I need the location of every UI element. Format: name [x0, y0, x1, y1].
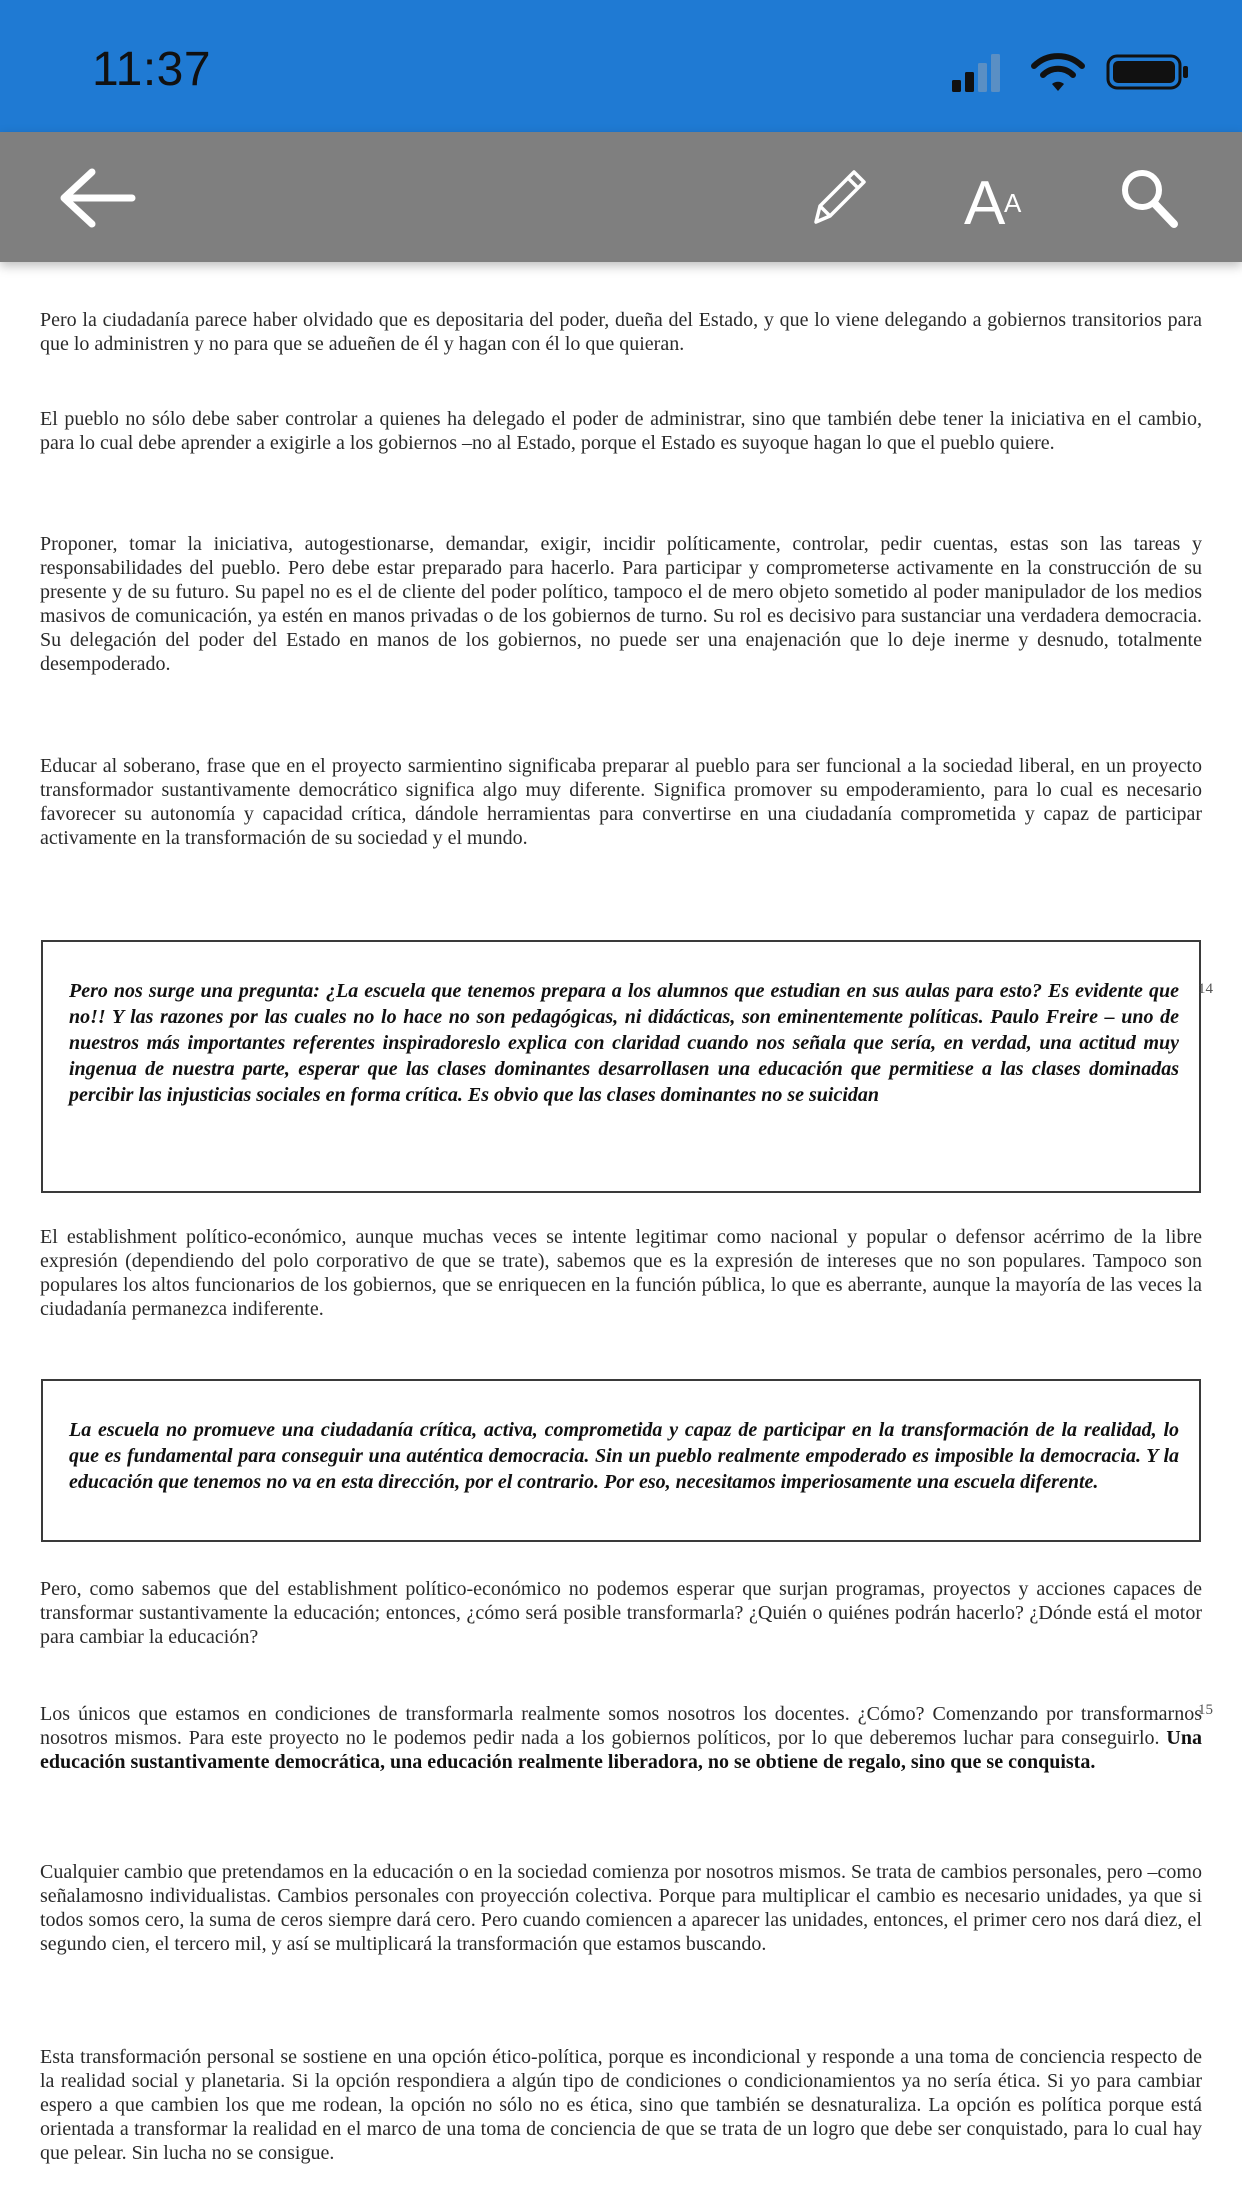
status-time: 11:37: [92, 43, 212, 96]
reader-toolbar: [0, 132, 1242, 262]
paragraph-4: Educar al soberano, frase que en el proyecto sarmientino significaba preparar al pueblo para ser funcional a la sociedad liberal, en un proyecto transformador sustantivamente democrático significa algo muy diferente. Significa promover su empoderamiento, para lo cual es necesario favorecer su autonomía y capacidad crítica, dándole herramientas para convertirse en una ciudadanía comprometida y capaz de participar activamente en la transformación de su sociedad y el mundo.: [40, 755, 1202, 849]
svg-text:A: A: [1004, 188, 1022, 218]
paragraph-2: El pueblo no sólo debe saber controlar a quienes ha delegado el poder de administrar, sino que también debe tener la iniciativa en el cambio, para lo cual debe aprender a exigirle a los gobiernos –no al Estado, porque el Estado es suyoque hagan lo que el pueblo quiere.: [40, 408, 1202, 454]
back-arrow-icon: [56, 166, 136, 230]
quote-box-1-text: Pero nos surge una pregunta: ¿La escuela que tenemos prepara a los alumnos que estudian en sus aulas para esto? Es evidente que no!! Y las razones por las cuales no lo hace no son pedagógicas, ni didácticas, son eminentemente políticas. Paulo Freire – uno de nuestros más importantes referentes inspiradoreslo explica con claridad cuando nos señala que sería, en verdad, una actitud muy ingenua de nuestra parte, esperar que las clases dominantes desarrollasen una educación que permitiese a las clases dominadas percibir las injusticias sociales en forma crítica. Es obvio que las clases dominantes no se suicidan: [69, 980, 1179, 1106]
paragraph-7-text: Los únicos que estamos en condiciones de transformarla realmente somos nosotros los docentes. ¿Cómo? Comenzando por transformarnos nosotros mismos. Para este proyecto no le podemos pedir nada a los gobiernos políticos, por lo que deberemos luchar para conseguirlo.: [40, 1703, 1202, 1749]
battery-icon: [1106, 50, 1190, 94]
paragraph-9: Esta transformación personal se sostiene en una opción ético-política, porque es incondicional y responde a una toma de conciencia respecto de la realidad social y planetaria. Si la opción respondiera a algún tipo de condiciones o condicionamientos ya no sería ética. Si yo para cambiar espero a que cambien los que me rodean, la opción no sólo no es ética, sino que también se desnaturaliza. La opción es política porque está orientada a transformar la realidad en el marco de una toma de conciencia de que se trata de un logro que debe ser conquistado, para lo cual hay que pelear. Sin lucha no se consigue.: [40, 2046, 1202, 2164]
page-number-14: 14: [1198, 981, 1213, 997]
paragraph-7: [40, 1702, 1202, 1774]
status-icons: [950, 50, 1190, 94]
back-button[interactable]: [56, 166, 136, 230]
paragraph-1: Pero la ciudadanía parece haber olvidado que es depositaria del poder, dueña del Estado, y que lo viene delegando a gobiernos transitorios para que lo administren y no para que se adueñen de él y hagan con él lo que quieran.: [40, 309, 1202, 355]
paragraph-8: Cualquier cambio que pretendamos en la educación o en la sociedad comienza por nosotros mismos. Se trata de cambios personales, pero –como señalamosno individualistas. Cambios personales con proyección colectiva. Porque para multiplicar el cambio es necesario unidades, ya que si todos somos cero, la suma de ceros siempre dará cero. Pero cuando comiencen a aparecer las unidades, entonces, el primer cero nos dará diez, el segundo cien, el tercero mil, y así se multiplicará la transformación que estamos buscando.: [40, 1861, 1202, 1955]
page-number-15: 15: [1198, 1702, 1213, 1718]
quote-box-2: [41, 1379, 1201, 1542]
status-bar: [0, 0, 1242, 132]
paragraph-5: El establishment político-económico, aunque muchas veces se intente legitimar como nacional y popular o defensor acérrimo de la libre expresión (dependiendo del polo corporativo de que se trate), sabemos que es la expresión de intereses que no son populares. Tampoco son populares los altos funcionarios de los gobiernos, que se enriquecen en la función pública, lo que es aberrante, aunque la mayoría de las veces la ciudadanía permanezca indiferente.: [40, 1226, 1202, 1320]
font-size-icon: [962, 166, 1030, 230]
signal-icon: [950, 50, 1002, 94]
paragraph-3: Proponer, tomar la iniciativa, autogestionarse, demandar, exigir, incidir políticamente, controlar, pedir cuentas, estas son las tareas y responsabilidades del pueblo. Pero debe estar preparado para hacerlo. Para participar y comprometerse activamente en la construcción de su presente y de su futuro. Su papel no es el de cliente del poder político, tampoco el de mero objeto sometido al poder manipulador de los medios masivos de comunicación, ya estén en manos privadas o de los gobiernos de turno. Su rol es decisivo para sustanciar una verdadera democracia. Su delegación del poder del Estado en manos de los gobiernos, no puede ser una enajenación que lo deje inerme y desnudo, totalmente desempoderado.: [40, 533, 1202, 675]
pencil-icon: [808, 164, 870, 230]
quote-box-1: [41, 940, 1201, 1193]
font-size-button[interactable]: [962, 166, 1030, 230]
paragraph-6: Pero, como sabemos que del establishment político-económico no podemos esperar que surjan programas, proyectos y acciones capaces de transformar sustantivamente la educación; entonces, ¿cómo será posible transformarla? ¿Quién o quiénes podrán hacerlo? ¿Dónde está el motor para cambiar la educación?: [40, 1578, 1202, 1648]
search-button[interactable]: [1118, 166, 1180, 230]
wifi-icon: [1030, 50, 1086, 94]
paragraph-7-bold: Una educación sustantivamente democrática, una educación realmente liberadora, no se obtiene de regalo, sino que se conquista.: [40, 1727, 1202, 1773]
annotate-button[interactable]: [808, 164, 870, 230]
search-icon: [1118, 166, 1180, 230]
svg-text:A: A: [964, 169, 1006, 230]
quote-box-2-text: La escuela no promueve una ciudadanía crítica, activa, comprometida y capaz de participar en la transformación de la realidad, lo que es fundamental para conseguir una auténtica democracia. Sin un pueblo realmente empoderado es imposible la democracia. Y la educación que tenemos no va en esta dirección, por el contrario. Por eso, necesitamos imperiosamente una escuela diferente.: [69, 1419, 1179, 1493]
